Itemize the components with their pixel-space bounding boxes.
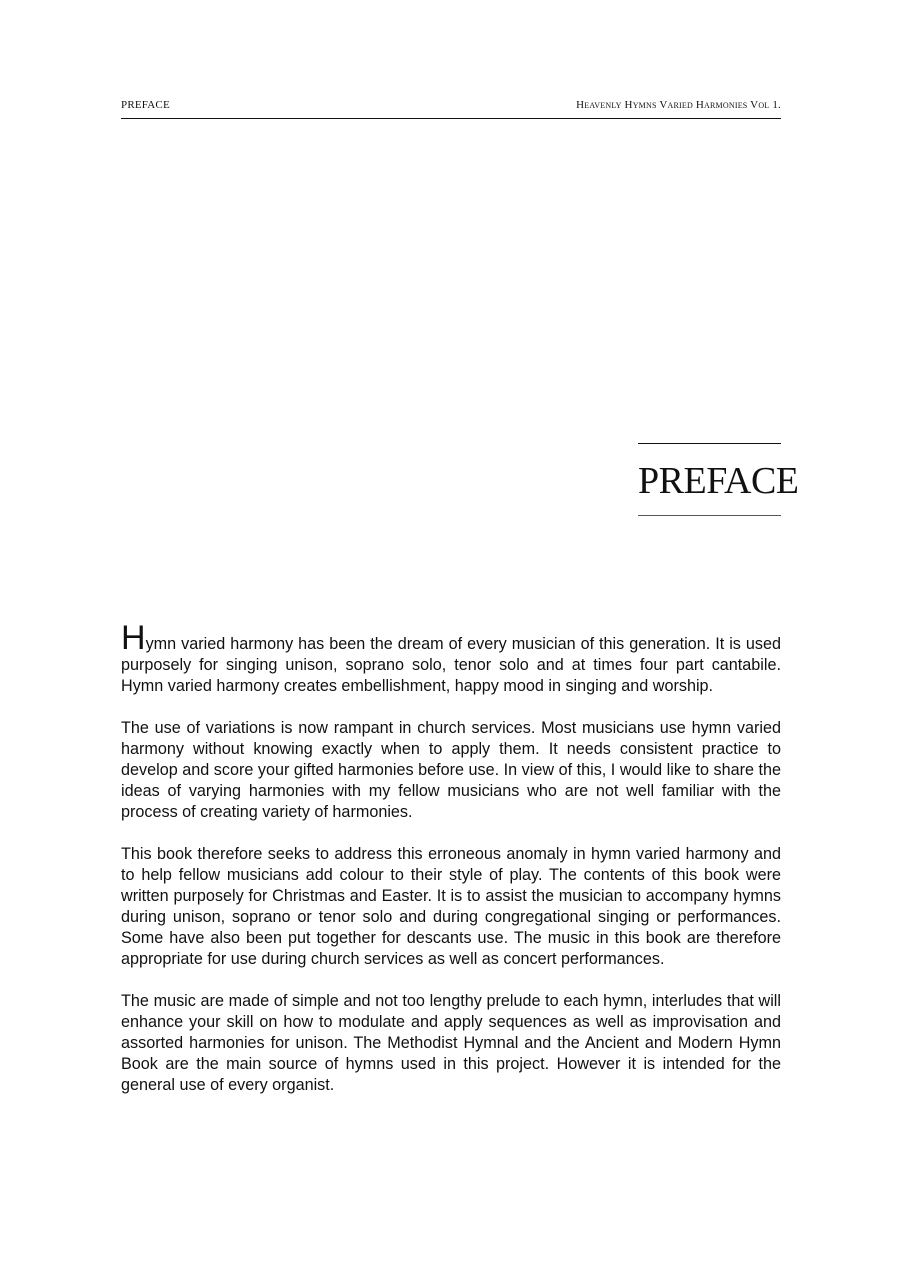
header-section-label: PREFACE [121, 99, 170, 111]
drop-initial: H [121, 619, 146, 657]
title-top-rule [638, 443, 781, 444]
paragraph-1 [121, 619, 781, 697]
running-header [121, 98, 781, 119]
preface-body [121, 619, 781, 1117]
paragraph-1-text: ymn varied harmony has been the dream of every musician of this generation. It is used purposely for singing unison, soprano solo, tenor solo and at times four part cantabile. Hymn varied harmony creates embellishment, happy mood in singing and worship. [121, 635, 781, 695]
paragraph-4: The music are made of simple and not too lengthy prelude to each hymn, interludes that will enhance your skill on how to modulate and apply sequences as well as improvisation and assorted harmonies for unison. The Methodist Hymnal and the Ancient and Modern Hymn Book are the main source of hymns used in this project. However it is intended for the general use of every organist. [121, 992, 781, 1094]
header-book-title: Heavenly Hymns Varied Harmonies Vol 1. [576, 99, 781, 111]
paragraph-3: This book therefore seeks to address this erroneous anomaly in hymn varied harmony and to help fellow musicians add colour to their style of play. The contents of this book were written purposely for Christmas and Easter. It is to assist the musician to accompany hymns during unison, soprano or tenor solo and during congregational singing or performances. Some have also been put together for descants use. The music in this book are therefore appropriate for use during church services as well as concert performances. [121, 845, 781, 968]
chapter-title: PREFACE [638, 460, 799, 502]
paragraph-2: The use of variations is now rampant in church services. Most musicians use hymn varied harmony without knowing exactly when to apply them. It needs consistent practice to develop and score your gifted harmonies before use. In view of this, I would like to share the ideas of varying harmonies with my fellow musicians who are not well familiar with the process of creating variety of harmonies. [121, 719, 781, 821]
chapter-title-block [638, 443, 799, 516]
title-bottom-rule [638, 515, 781, 516]
